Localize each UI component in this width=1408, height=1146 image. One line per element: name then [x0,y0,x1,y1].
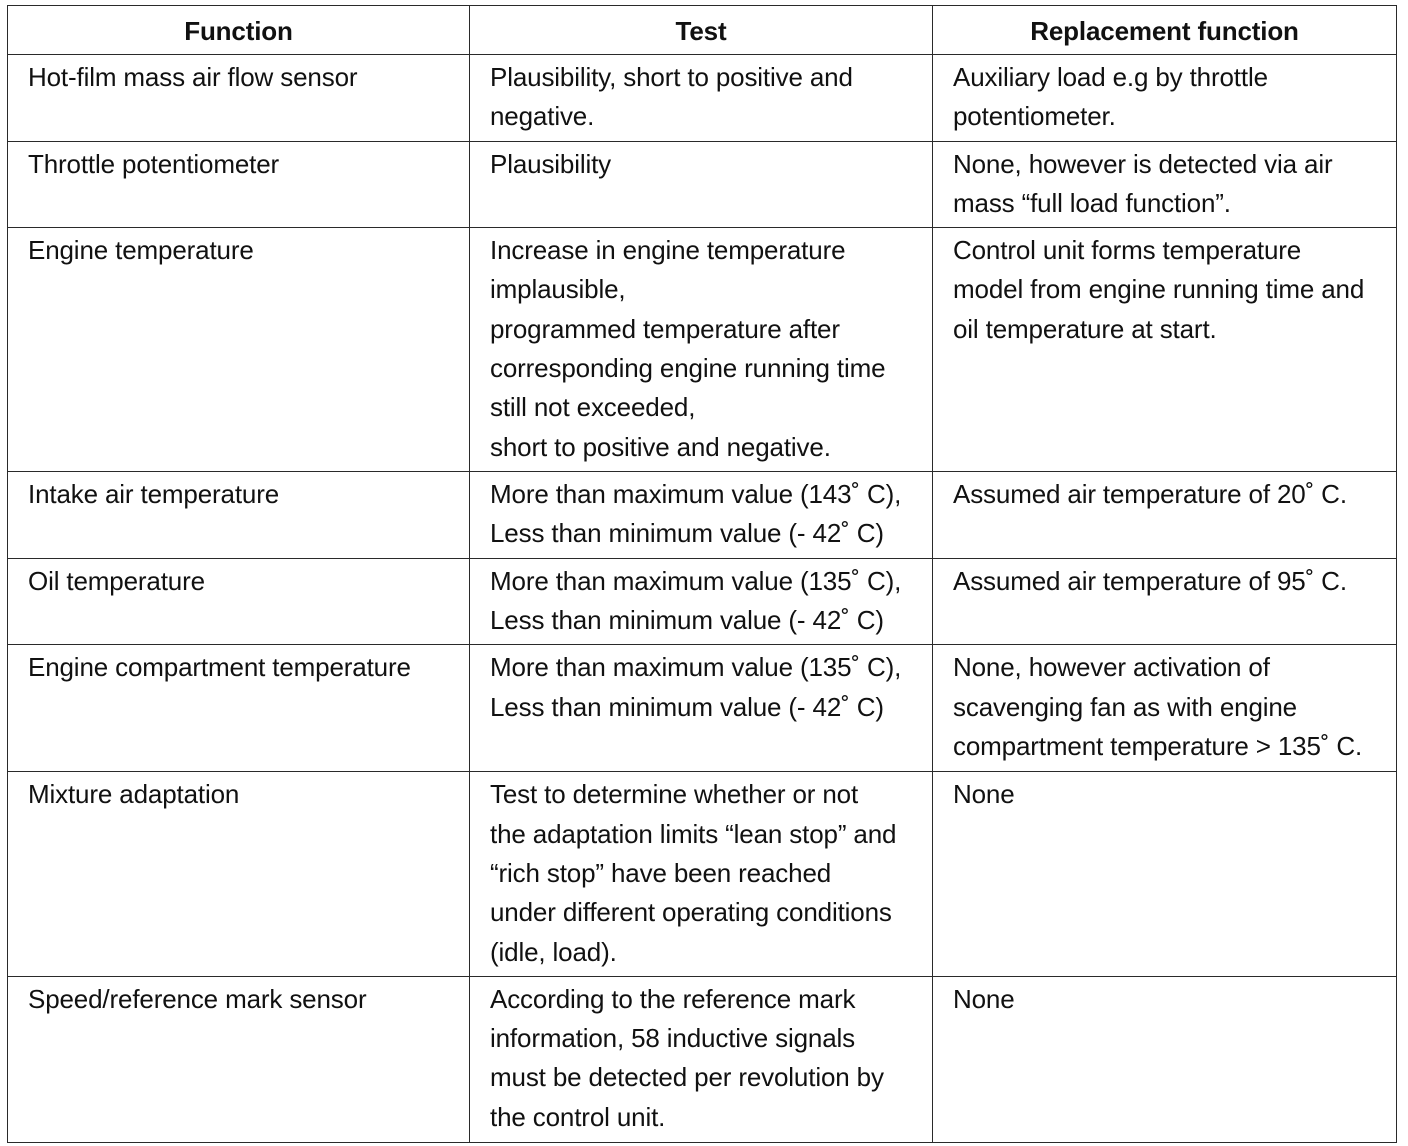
table-body [8,55,1397,1143]
cell-test: According to the reference mark information, 58 inductive signals must be detected per revolution by the control unit. [470,976,933,1142]
table-row [8,472,1397,559]
header-replacement-function: Replacement function [933,6,1397,55]
cell-replacement: Assumed air temperature of 95˚ C. [933,558,1397,645]
diagnostics-table [7,5,1397,1143]
cell-test: Increase in engine temperature implausible, programmed temperature after corresponding engine running time still not exceeded, short to positive and negative. [470,228,933,472]
cell-function: Oil temperature [8,558,470,645]
cell-test: More than maximum value (143˚ C), Less than minimum value (- 42˚ C) [470,472,933,559]
cell-replacement: None [933,976,1397,1142]
table-row [8,976,1397,1142]
cell-test: More than maximum value (135˚ C), Less than minimum value (- 42˚ C) [470,645,933,772]
cell-function: Throttle potentiometer [8,141,470,228]
table-header [8,6,1397,55]
cell-replacement: None, however is detected via air mass “full load function”. [933,141,1397,228]
cell-test: Plausibility [470,141,933,228]
table-row [8,141,1397,228]
cell-function: Intake air temperature [8,472,470,559]
cell-function: Engine temperature [8,228,470,472]
cell-replacement: Auxiliary load e.g by throttle potentiometer. [933,55,1397,142]
table-row [8,228,1397,472]
table-row [8,558,1397,645]
cell-function: Speed/reference mark sensor [8,976,470,1142]
cell-function: Engine compartment temperature [8,645,470,772]
cell-replacement: None, however activation of scavenging fan as with engine compartment temperature > 135˚ C. [933,645,1397,772]
cell-test: Test to determine whether or not the adaptation limits “lean stop” and “rich stop” have been reached under different operating conditions (idle, load). [470,772,933,976]
header-row [8,6,1397,55]
header-function: Function [8,6,470,55]
table-row [8,645,1397,772]
cell-replacement: Assumed air temperature of 20˚ C. [933,472,1397,559]
table-row [8,55,1397,142]
cell-test: More than maximum value (135˚ C), Less than minimum value (- 42˚ C) [470,558,933,645]
cell-replacement: None [933,772,1397,976]
cell-function: Mixture adaptation [8,772,470,976]
cell-test: Plausibility, short to positive and negative. [470,55,933,142]
cell-function: Hot-film mass air flow sensor [8,55,470,142]
header-test: Test [470,6,933,55]
cell-replacement: Control unit forms temperature model from engine running time and oil temperature at start. [933,228,1397,472]
table-row [8,772,1397,976]
